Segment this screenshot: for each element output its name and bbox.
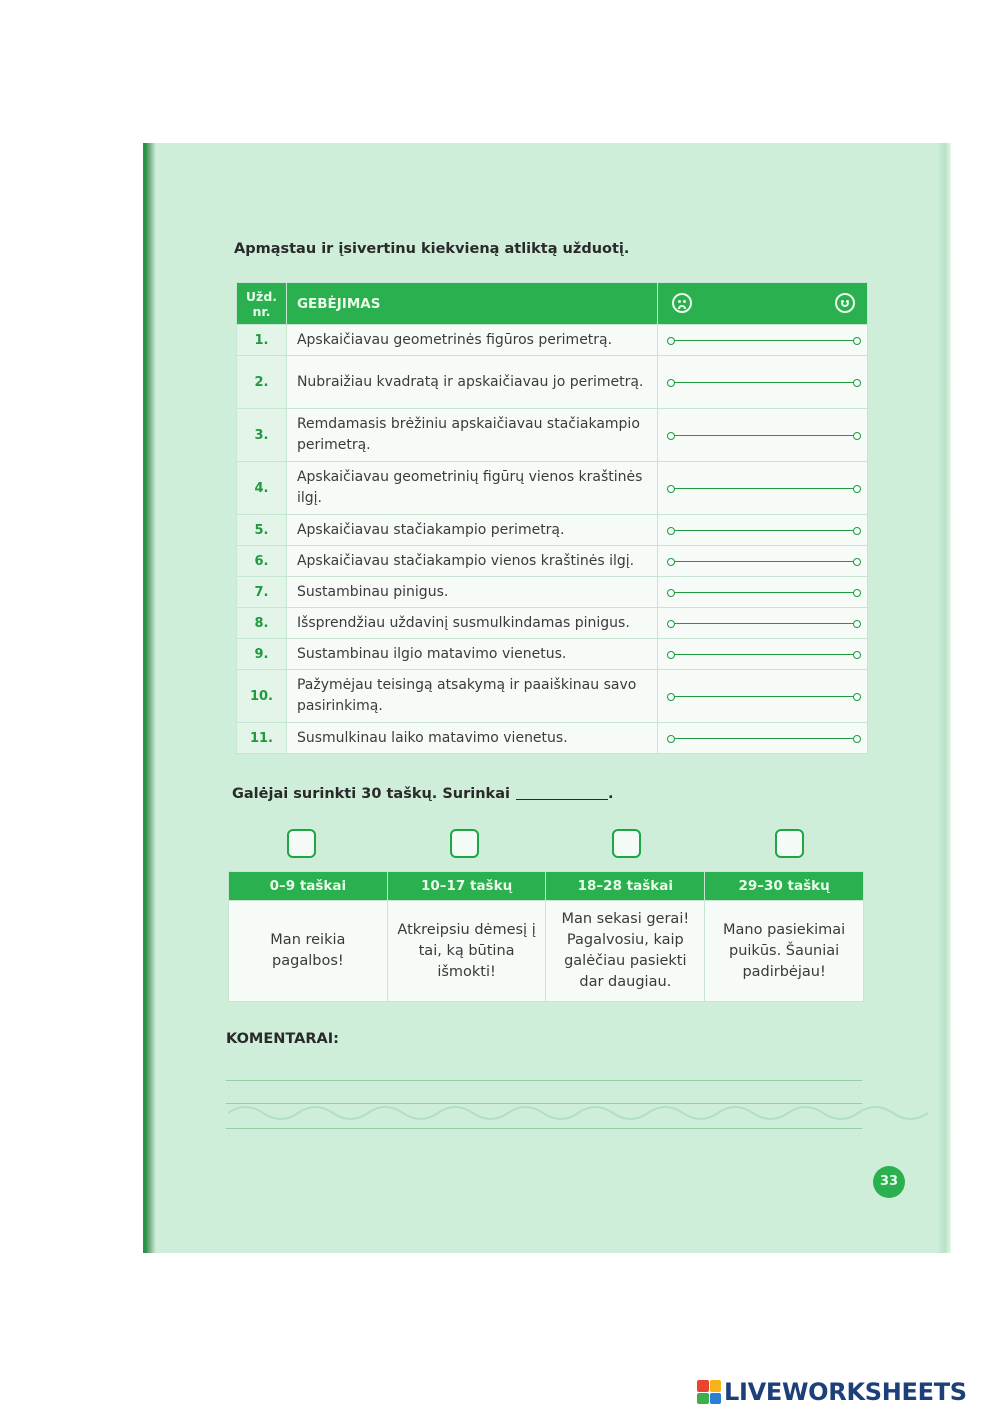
skill-row-number: 3. <box>237 409 287 462</box>
rating-scale[interactable] <box>658 608 868 639</box>
score-checkbox-4[interactable] <box>775 829 804 858</box>
rating-scale[interactable] <box>658 546 868 577</box>
skill-row <box>237 608 868 639</box>
score-range-1: 0–9 taškai <box>229 872 388 901</box>
skill-row-number: 5. <box>237 515 287 546</box>
skill-row-text: Nubraižiau kvadratą ir apskaičiavau jo perimetrą. <box>286 356 657 409</box>
instruction-text: Apmąstau ir įsivertinu kiekvieną atliktą užduotį. <box>234 241 630 257</box>
score-checkbox-3[interactable] <box>612 829 641 858</box>
rating-scale[interactable] <box>658 577 868 608</box>
rating-scale[interactable] <box>658 462 868 515</box>
rating-scale-line[interactable] <box>673 623 855 624</box>
score-checkbox-1[interactable] <box>287 829 316 858</box>
skill-row-number: 6. <box>237 546 287 577</box>
worksheet-page <box>143 143 951 1253</box>
points-text: Galėjai surinkti 30 taškų. Surinkai <box>232 786 510 802</box>
skill-row-number: 8. <box>237 608 287 639</box>
score-table <box>228 871 864 1002</box>
rating-scale-line[interactable] <box>673 488 855 489</box>
rating-scale-line[interactable] <box>673 654 855 655</box>
score-message-2: Atkreipsiu dėmesį į tai, ką būtina išmokti! <box>387 901 546 1002</box>
skills-table-header <box>237 283 868 325</box>
rating-scale[interactable] <box>658 409 868 462</box>
rating-scale-line[interactable] <box>673 435 855 436</box>
rating-scale[interactable] <box>658 670 868 723</box>
skill-row <box>237 462 868 515</box>
rating-scale[interactable] <box>658 356 868 409</box>
skill-row-text: Apskaičiavau stačiakampio perimetrą. <box>286 515 657 546</box>
skill-row-number: 10. <box>237 670 287 723</box>
skill-row-number: 4. <box>237 462 287 515</box>
comment-line-1[interactable] <box>226 1080 862 1081</box>
comments-label: KOMENTARAI: <box>226 1031 339 1047</box>
skill-row-number: 11. <box>237 723 287 754</box>
skill-row-text: Išsprendžiau uždavinį susmulkindamas pinigus. <box>286 608 657 639</box>
rating-scale[interactable] <box>658 639 868 670</box>
decorative-wave-line <box>228 1093 928 1133</box>
rating-scale-line[interactable] <box>673 530 855 531</box>
page-binding-shadow <box>146 143 156 1253</box>
score-range-2: 10–17 taškų <box>387 872 546 901</box>
rating-scale-line[interactable] <box>673 382 855 383</box>
points-line: Galėjai surinkti 30 taškų. Surinkai . <box>232 786 614 802</box>
happy-face-icon <box>835 293 855 313</box>
score-message-4: Mano pasiekimai puikūs. Šauniai padirbėjau! <box>705 901 864 1002</box>
points-answer-blank[interactable] <box>516 799 608 800</box>
skill-row-number: 9. <box>237 639 287 670</box>
skill-row-text: Remdamasis brėžiniu apskaičiavau stačiakampio perimetrą. <box>286 409 657 462</box>
skill-row <box>237 577 868 608</box>
liveworksheets-logo-icon <box>697 1380 721 1404</box>
score-messages-row <box>229 901 864 1002</box>
skill-row-text: Apskaičiavau geometrinių figūrų vienos kraštinės ilgį. <box>286 462 657 515</box>
rating-scale-line[interactable] <box>673 738 855 739</box>
skill-row <box>237 639 868 670</box>
rating-scale[interactable] <box>658 325 868 356</box>
rating-scale-line[interactable] <box>673 340 855 341</box>
skill-row-number: 7. <box>237 577 287 608</box>
skill-row <box>237 515 868 546</box>
skill-row-text: Sustambinau ilgio matavimo vienetus. <box>286 639 657 670</box>
rating-scale[interactable] <box>658 723 868 754</box>
header-skill: GEBĖJIMAS <box>286 283 657 325</box>
skill-row-number: 1. <box>237 325 287 356</box>
rating-scale-line[interactable] <box>673 561 855 562</box>
header-rating <box>658 283 868 325</box>
skill-row <box>237 546 868 577</box>
rating-scale-line[interactable] <box>673 696 855 697</box>
page-edge <box>937 143 951 1253</box>
skill-row-text: Susmulkinau laiko matavimo vienetus. <box>286 723 657 754</box>
brand-name: LIVEWORKSHEETS <box>724 1378 967 1406</box>
skill-row-text: Pažymėjau teisingą atsakymą ir paaiškinau savo pasirinkimą. <box>286 670 657 723</box>
skill-row-number: 2. <box>237 356 287 409</box>
skills-table <box>236 282 868 754</box>
skill-row <box>237 356 868 409</box>
skill-row-text: Apskaičiavau geometrinės figūros perimetrą. <box>286 325 657 356</box>
skill-row <box>237 723 868 754</box>
rating-scale[interactable] <box>658 515 868 546</box>
skill-row-text: Apskaičiavau stačiakampio vienos kraštinės ilgį. <box>286 546 657 577</box>
score-range-3: 18–28 taškai <box>546 872 705 901</box>
skill-row <box>237 670 868 723</box>
score-message-1: Man reikia pagalbos! <box>229 901 388 1002</box>
skill-row <box>237 409 868 462</box>
sad-face-icon <box>672 293 692 313</box>
score-ranges-row <box>229 872 864 901</box>
brand-logo <box>697 1377 967 1407</box>
score-range-4: 29–30 taškų <box>705 872 864 901</box>
skill-row-text: Sustambinau pinigus. <box>286 577 657 608</box>
page-number: 33 <box>873 1166 905 1198</box>
skill-row <box>237 325 868 356</box>
score-message-3: Man sekasi gerai! Pagalvosiu, kaip galėčiau pasiekti dar daugiau. <box>546 901 705 1002</box>
score-checkbox-2[interactable] <box>450 829 479 858</box>
rating-scale-line[interactable] <box>673 592 855 593</box>
header-task-number: Užd. nr. <box>237 283 287 325</box>
